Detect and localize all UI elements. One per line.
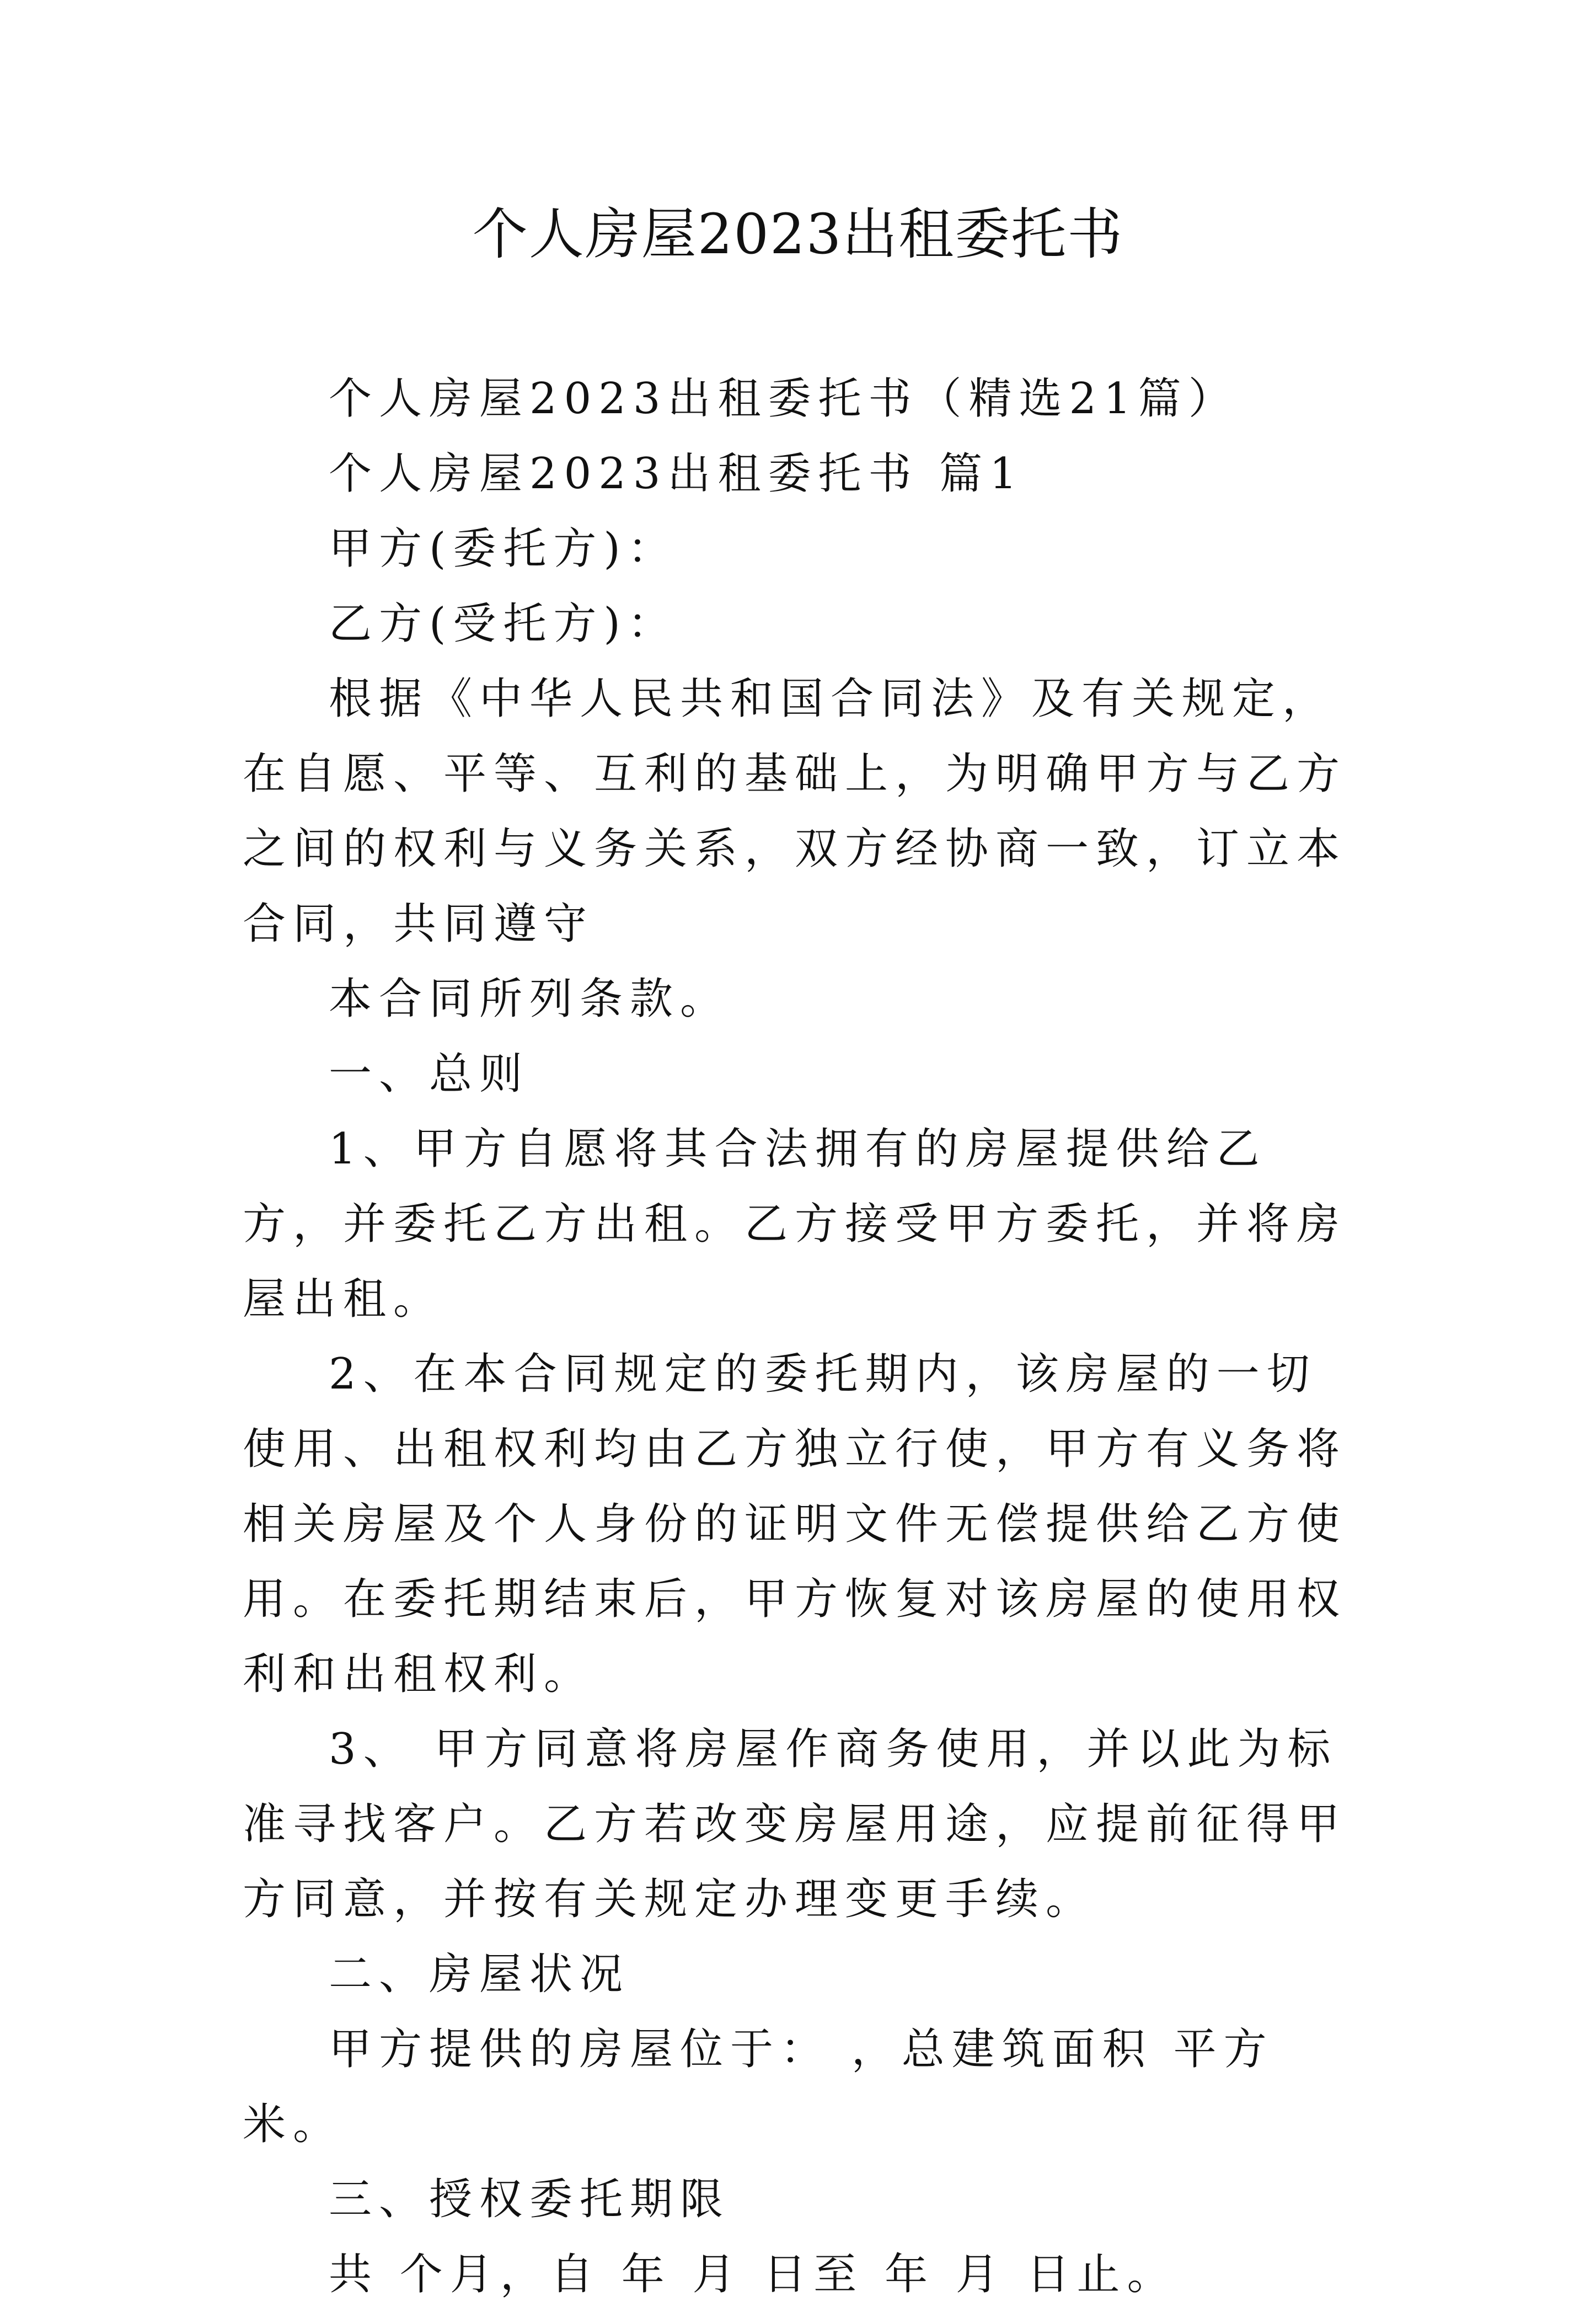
section-heading-part1: 个人房屋2023出租委托书 篇1 xyxy=(329,449,1024,499)
term-duration-line: 共 个月，自 年 月 日至 年 月 日止。 xyxy=(329,2250,1177,2299)
subtitle-line: 个人房屋2023出租委托书（精选21篇） xyxy=(329,374,1239,424)
party-a-line: 甲方(委托方)： xyxy=(329,524,678,574)
preamble-continuation: 本合同所列条款。 xyxy=(329,974,731,1024)
clause-1: 1、甲方自愿将其合法拥有的房屋提供给乙方，并委托乙方出租。乙方接受甲方委托，并将房屋出租。 xyxy=(243,1124,1347,1324)
section-property-heading: 二、房屋状况 xyxy=(329,1950,630,1999)
section-term-heading: 三、授权委托期限 xyxy=(329,2175,731,2224)
party-b-line: 乙方(受托方)： xyxy=(329,599,678,649)
document-title: 个人房屋2023出租委托书 xyxy=(472,202,1124,266)
clause-2: 2、在本合同规定的委托期内，该房屋的一切使用、出租权利均由乙方独立行使，甲方有义务将相关房屋及个人身份的证明文件无偿提供给乙方使用。在委托期结束后，甲方恢复对该房屋的使用权利和出租权利。 xyxy=(243,1349,1347,1699)
clause-3: 3、 甲方同意将房屋作商务使用，并以此为标准寻找客户。乙方若改变房屋用途，应提前征得甲方同意，并按有关规定办理变更手续。 xyxy=(243,1724,1347,1924)
section-general-heading: 一、总则 xyxy=(329,1049,530,1099)
property-location-line: 甲方提供的房屋位于： ，总建筑面积 平方米。 xyxy=(243,2025,1274,2149)
preamble-paragraph: 根据《中华人民共和国合同法》及有关规定，在自愿、平等、互利的基础上，为明确甲方与乙方之间的权利与义务关系，双方经协商一致，订立本合同，共同遵守 xyxy=(243,674,1347,949)
document-body xyxy=(243,361,1362,2312)
